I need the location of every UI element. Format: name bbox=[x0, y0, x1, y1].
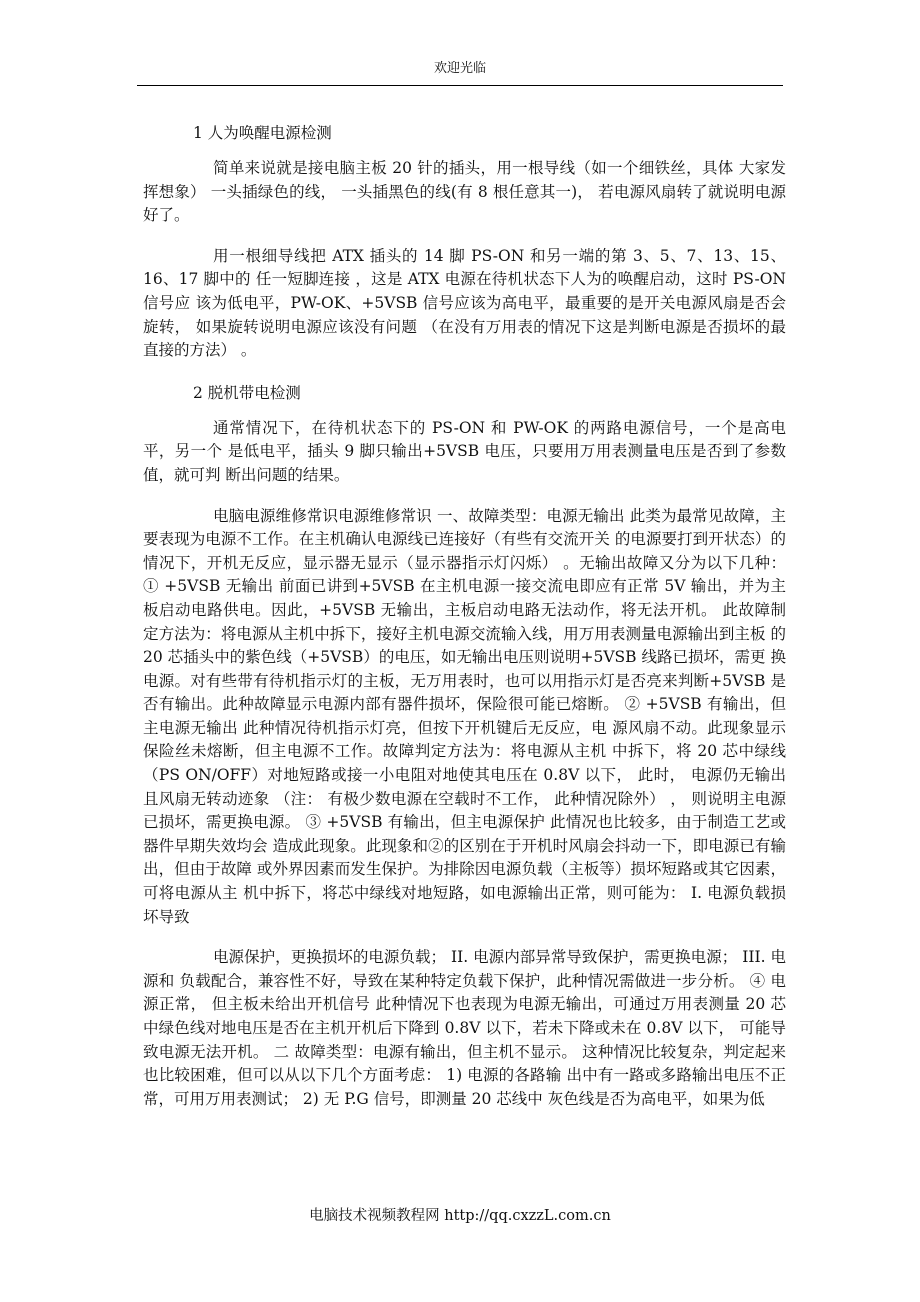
paragraph-4: 电脑电源维修常识电源维修常识 一、故障类型：电源无输出 此类为最常见故障，主要表现为电源不工作。在主机确认电源线已连接好（有些有交流开关 的电源要打到开状态）的情况下，开机无反应，显示器无显示（显示器指示灯闪烁） 。无输出故障又分为以下几种： ① +5VSB 无输出 前面已讲到+5VSB 在主机电源一接交流电即应有正常 5V 输出，并为主 板启动电路供电。因此，+5VSB 无输出，主板启动电路无法动作，将无法开机。 此故障制 定方法为：将电源从主机中拆下，接好主机电源交流输入线，用万用表测量电源输出到主板 的 20 芯插头中的紫色线（+5VSB）的电压，如无输出电压则说明+5VSB 线路已损坏，需更 换电源。对有些带有待机指示灯的主板，无万用表时，也可以用指示灯是否亮来判断+5VSB 是否有输出。此种故障显示电源内部有器件损坏，保险很可能已熔断。 ② +5VSB 有输出，但主电源无输出 此种情况待机指示灯亮，但按下开机键后无反应，电 源风扇不动。此现象显示保险丝未熔断，但主电源不工作。故障判定方法为：将电源从主机 中拆下，将 20 芯中绿线（PS ON/OFF）对地短路或接一小电阻对地使其电压在 0.8V 以下， 此时， 电源仍无输出且风扇无转动迹象 （注： 有极少数电源在空载时不工作， 此种情况除外） ， 则说明主电源已损坏，需更换电源。 ③ +5VSB 有输出，但主电源保护 此情况也比较多，由于制造工艺或器件早期失效均会 造成此现象。此现象和②的区别在于开机时风扇会抖动一下，即电源已有输出，但由于故障 或外界因素而发生保护。为排除因电源负载（主板等）损坏短路或其它因素，可将电源从主 机中拆下，将芯中绿线对地短路，如电源输出正常，则可能为： I. 电源负载损坏导致 bbox=[143, 506, 786, 926]
paragraph-5: 电源保护，更换损坏的电源负载； II. 电源内部异常导致保护，需更换电源； III. 电源和 负载配合，兼容性不好，导致在某种特定负载下保护，此种情况需做进一步分析。 ④ 电源正常， 但主板未给出开机信号 此种情况下也表现为电源无输出，可通过万用表测量 20 芯中绿色线对地电压是否在主机开机后下降到 0.8V 以下，若未下降或未在 0.8V 以下， 可能导致电源无法开机。 二 故障类型：电源有输出，但主机不显示。 这种情况比较复杂，判定起来也比较困难，但可以从以下几个方面考虑： 1) 电源的各路输 出中有一路或多路输出电压不正常，可用万用表测试； 2) 无 P.G 信号，即测量 20 芯线中 灰色线是否为高电平，如果为低 bbox=[143, 948, 786, 1108]
document-body bbox=[143, 120, 786, 1111]
header-divider bbox=[137, 85, 783, 86]
page-header: 欢迎光临 bbox=[433, 61, 486, 76]
section-heading-2: 2 脱机带电检测 bbox=[193, 383, 301, 402]
section-heading-1: 1 人为唤醒电源检测 bbox=[193, 124, 332, 142]
paragraph-1: 简单来说就是接电脑主板 20 针的插头，用一根导线（如一个细铁丝，具体 大家发挥想象） 一头插绿色的线， 一头插黑色的线(有 8 根任意其一)， 若电源风扇转了就说明电源好了。 bbox=[143, 159, 786, 225]
page-footer: 电脑技术视频教程网 http://qq.cxzzL.com.cn bbox=[309, 1208, 611, 1224]
paragraph-2: 用一根细导线把 ATX 插头的 14 脚 PS-ON 和另一端的第 3、5、7、13、15、16、17 脚中的 任一短脚连接 ，这是 ATX 电源在待机状态下人为的唤醒启动，这时 PS-ON 信号应 该为低电平，PW-OK、+5VSB 信号应该为高电平，最重要的是开关电源风扇是否会旋转， 如果旋转说明电源应该没有问题 （在没有万用表的情况下这是判断电源是否损坏的最直接的方法） 。 bbox=[143, 246, 786, 360]
paragraph-3: 通常情况下，在待机状态下的 PS-ON 和 PW-OK 的两路电源信号，一个是高电平，另一个 是低电平，插头 9 脚只输出+5VSB 电压，只要用万用表测量电压是否到了参数值，就可判 断出问题的结果。 bbox=[143, 418, 786, 484]
